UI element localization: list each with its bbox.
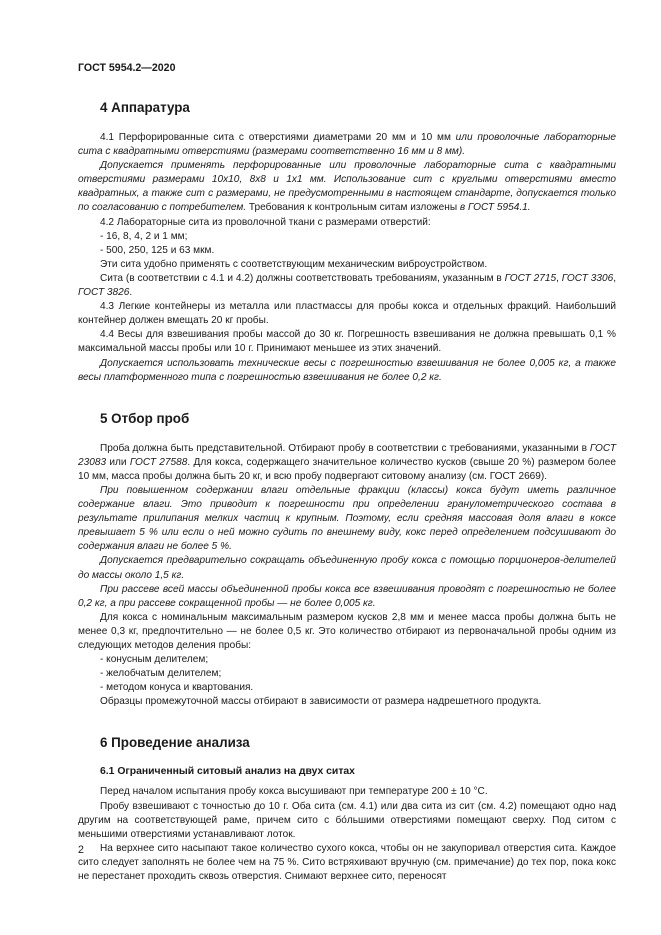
list-item: - желобчатым делителем; (100, 668, 222, 680)
subsection-6-1-title: 6.1 Ограниченный ситовый анализ на двух ситах (100, 766, 355, 778)
paragraph-4-2-b: Эти сита удобно применять с соответствующим механическим виброустройством. (100, 258, 488, 270)
paragraph-6-1-2: Пробу взвешивают с точностью до 10 г. Оба сита (см. 4.1) или два сита из сит (см. 4.2) помещают одно над другим на соответствующей раме, причем сито с бо́льшими отверстиями помещают сверху. Под ситом с меньшими отверстиями устанавливают лоток. (78, 800, 616, 840)
paragraph-6-1-3: На верхнее сито насыпают такое количество сухого кокса, чтобы он не закупоривал отверстия сита. Каждое сито следует заполнять не более чем на 75 %. Сито встряхивают вручную (см. примечание) до тех пор, пока кокс не перестанет проходить сквозь отверстия. Снимают верхнее сито, переносят (78, 842, 616, 883)
section-5-title: 5 Отбор проб (100, 410, 190, 426)
paragraph-4-4: 4.4 Весы для взвешивания пробы массой до 30 кг. Погрешность взвешивания не должна превышать 0,1 % максимальной массы пробы или 10 г. Принимают меньшее из этих значений. (78, 329, 616, 355)
paragraph-5-4-italic: При рассеве всей массы объединенной пробы кокса все взвешивания проводят с погрешностью не более 0,2 кг, а при рассеве сокращенной пробы — не более 0,005 кг. (78, 583, 616, 609)
list-item: - 16, 8, 4, 2 и 1 мм; (100, 230, 188, 242)
paragraph-5-2-italic: При повышенном содержании влаги отдельные фракции (классы) кокса будут иметь различное содержание влаги. Это приводит к погрешности при определении гранулометрического состава в результате прилипания мелких частиц к крупным. Поэтому, если средняя массовая доля влаги в коксе превышает 5 % или если о ней можно судить по внешнему виду, кокс перед определением подсушивают до содержания влаги не более 5 %. (78, 484, 616, 553)
paragraph-4-4-italic: Допускается использовать технические весы с погрешностью взвешивания не более 0,005 кг, а также весы платформенного типа с погрешностью взвешивания не более 0,2 кг. (78, 357, 616, 383)
paragraph-4-2-c: Сита (в соответствии с 4.1 и 4.2) должны соответствовать требованиям, указанным в ГОСТ 2715, ГОСТ 3306, ГОСТ 3826. (78, 272, 616, 299)
paragraph-5-5: Для кокса с номинальным максимальным размером кусков 2,8 мм и менее масса пробы должна быть не менее 0,3 кг, предпочтительно — не более 0,5 кг. Это количество отбирают из первоначальной пробы одним из следующих методов деления пробы: (78, 611, 616, 651)
page-number: 2 (78, 844, 84, 856)
section-6-title: 6 Проведение анализа (100, 735, 250, 751)
list-item: - конусным делителем; (100, 654, 209, 666)
paragraph-4-1-italic: Допускается применять перфорированные или проволочные лабораторные сита с квадратными отверстиями размерами 10х10, 8х8 и 1х1 мм. Использование сит с круглыми отверстиями вместо квадратных, а также сит с размерами, не предусмотренными в настоящем стандарте, допускается только по согласованию с потребителем. Требования к контрольным ситам изложены в ГОСТ 5954.1. (78, 160, 616, 214)
standard-header: ГОСТ 5954.2—2020 (78, 62, 176, 74)
document-page (78, 62, 616, 884)
paragraph-6-1-1: Перед началом испытания пробу кокса высушивают при температуре 200 ± 10 °С. (100, 786, 488, 798)
paragraph-5-3-italic: Допускается предварительно сокращать объединенную пробу кокса с помощью порционеров-делителей до массы около 1,5 кг. (78, 555, 616, 581)
paragraph-5-1: Проба должна быть представительной. Отбирают пробу в соответствии с требованиями, указанными в ГОСТ 23083 или ГОСТ 27588. Для кокса, содержащего значительное количество кусков (свыше 20 %) размером более 10 мм, масса пробы должна быть 20 кг, и всю пробу подвергают ситовому анализу (см. ГОСТ 2669). (78, 442, 617, 482)
paragraph-5-6: Образцы промежуточной массы отбирают в зависимости от размера надрешетного продукта. (100, 696, 542, 708)
list-item: - методом конуса и квартования. (100, 682, 254, 694)
paragraph-4-2: 4.2 Лабораторные сита из проволочной ткани с размерами отверстий: (100, 216, 431, 228)
paragraph-4-3: 4.3 Легкие контейнеры из металла или пластмассы для пробы кокса и отдельных фракций. Наибольший контейнер должен вмещать 20 кг пробы. (78, 301, 616, 327)
list-item: - 500, 250, 125 и 63 мкм. (100, 244, 215, 256)
paragraph-4-1: 4.1 Перфорированные сита с отверстиями диаметрами 20 мм и 10 мм или проволочные лабораторные сита с квадратными отверстиями (размерами соответственно 16 мм и 8 мм). (78, 132, 616, 158)
section-4-title: 4 Аппаратура (100, 100, 190, 115)
